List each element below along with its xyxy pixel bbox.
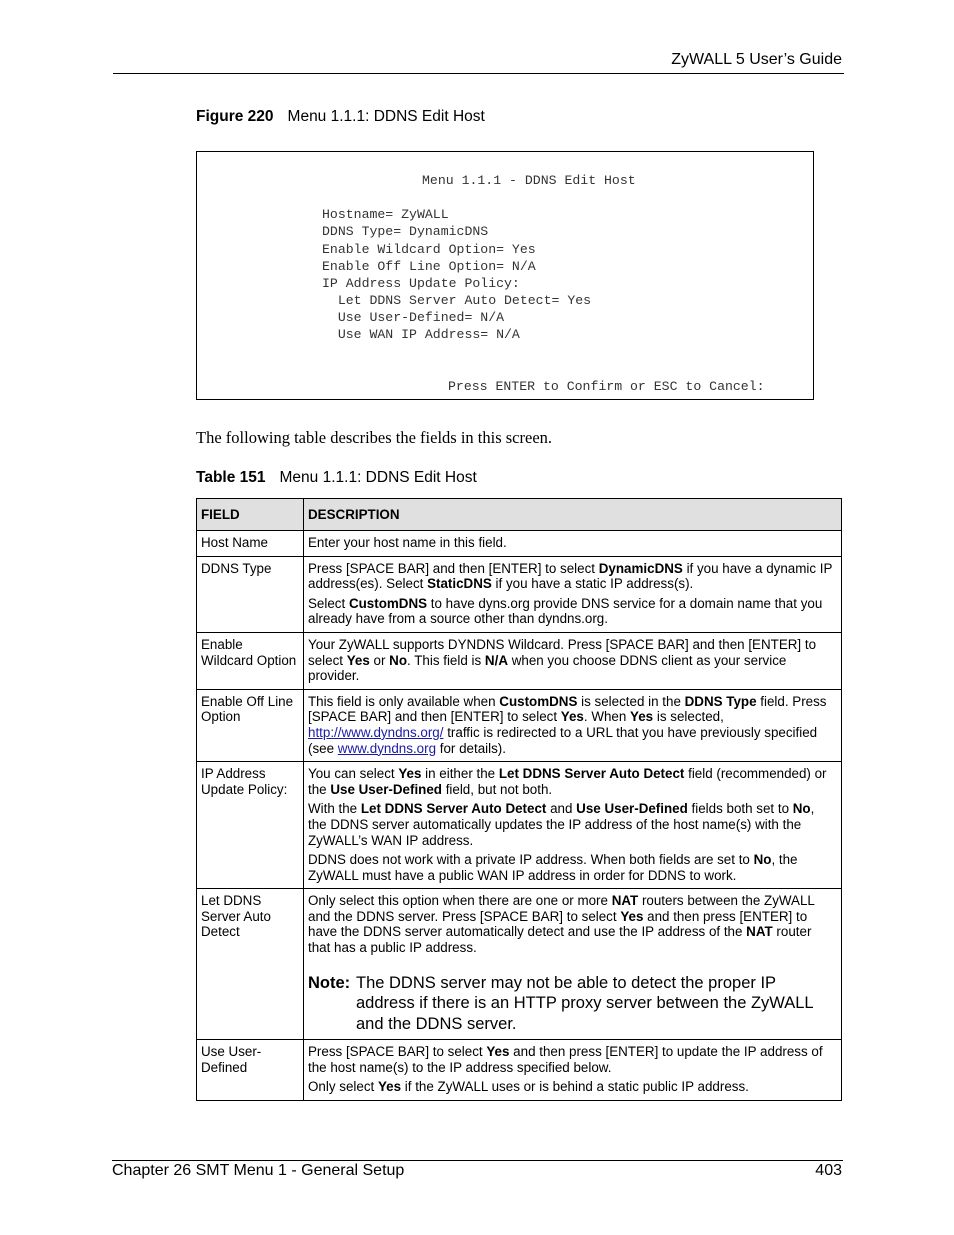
field-description-table	[196, 498, 842, 1101]
table-row	[197, 556, 842, 632]
table-label: Table 151	[196, 469, 266, 486]
bold-term: Yes	[630, 709, 654, 725]
table-header-row	[197, 499, 842, 531]
table-row	[197, 632, 842, 689]
field-name: DDNS Type	[201, 560, 272, 576]
note-block	[308, 973, 836, 1035]
bold-term: No	[792, 801, 811, 817]
header-description: DESCRIPTION	[304, 499, 842, 531]
bold-term: NAT	[746, 924, 773, 940]
screen-line: Let DDNS Server Auto Detect= Yes	[322, 293, 592, 308]
field-description: Enter your host name in this field.	[308, 535, 507, 550]
table-row	[197, 889, 842, 1040]
field-description: Press [SPACE BAR] and then [ENTER] to select DynamicDNS if you have a dynamic IP address(es). Select StaticDNS if you have a static IP address(s).	[308, 560, 833, 592]
screen-line: Use WAN IP Address= N/A	[322, 327, 520, 342]
screen-line: Hostname= ZyWALL	[322, 207, 449, 222]
table-row	[197, 531, 842, 557]
bold-term: DynamicDNS	[598, 560, 683, 576]
table-caption	[196, 469, 477, 487]
footer-rule	[112, 1160, 843, 1161]
table-row	[197, 689, 842, 761]
url-link[interactable]: http://www.dyndns.org/	[308, 724, 444, 740]
screen-line: Enable Off Line Option= N/A	[322, 259, 536, 274]
field-name: Use User-Defined	[201, 1044, 262, 1075]
figure-caption	[196, 108, 485, 126]
field-name: Enable Wildcard Option	[201, 636, 297, 668]
bold-term: Use User-Defined	[576, 801, 688, 817]
bold-term: Yes	[377, 1079, 402, 1095]
smt-screen	[196, 151, 814, 400]
bold-term: Let DDNS Server Auto Detect	[360, 801, 547, 817]
field-name: Enable Off Line Option	[201, 693, 294, 725]
table-row	[197, 1040, 842, 1101]
url-link[interactable]: www.dyndns.org	[337, 740, 437, 756]
table-row	[197, 762, 842, 889]
screen-line: DDNS Type= DynamicDNS	[322, 224, 489, 239]
field-description: Select CustomDNS to have dyns.org provide DNS service for a domain name that you already have from a source other than dyndns.org.	[308, 595, 823, 627]
table-title: Menu 1.1.1: DDNS Edit Host	[279, 469, 477, 486]
bold-term: CustomDNS	[499, 693, 578, 709]
field-description: Only select this option when there are one or more NAT routers between the ZyWALL and the DDNS server. Press [SPACE BAR] to select Yes and then press [ENTER] to have the DDNS server automatically detect and use the IP address of the NAT router that has a public IP address.	[308, 893, 815, 956]
screen-line: Use User-Defined= N/A	[322, 310, 505, 325]
bold-term: N/A	[484, 652, 508, 668]
bold-term: CustomDNS	[348, 595, 428, 611]
bold-term: Let DDNS Server Auto Detect	[498, 766, 685, 782]
bold-term: Yes	[346, 652, 370, 668]
field-name: IP Address Update Policy:	[201, 766, 288, 797]
intro-text: The following table describes the fields in this screen.	[196, 428, 553, 447]
screen-menu-title: Menu 1.1.1 - DDNS Edit Host	[422, 173, 636, 188]
screen-prompt: Press ENTER to Confirm or ESC to Cancel:	[448, 379, 765, 394]
header-field: FIELD	[197, 499, 304, 531]
chapter-title: Chapter 26 SMT Menu 1 - General Setup	[112, 1162, 405, 1179]
bold-term: Yes	[620, 908, 644, 924]
bold-term: Yes	[560, 709, 584, 725]
screen-line: IP Address Update Policy:	[322, 276, 520, 291]
bold-term: No	[753, 852, 772, 868]
figure-title: Menu 1.1.1: DDNS Edit Host	[287, 108, 485, 125]
bold-term: Use User-Defined	[330, 781, 442, 797]
field-description: You can select Yes in either the Let DDNS Server Auto Detect field (recommended) or the Use User-Defined field, but not both.	[308, 766, 827, 797]
page-number: 403	[815, 1162, 842, 1179]
bold-term: Yes	[486, 1044, 510, 1060]
field-description: Your ZyWALL supports DYNDNS Wildcard. Press [SPACE BAR] and then [ENTER] to select Yes or No. This field is N/A when you choose DDNS client as your service provider.	[308, 636, 817, 684]
screen-line: Enable Wildcard Option= Yes	[322, 242, 536, 257]
field-description: DDNS does not work with a private IP address. When both fields are set to No, the ZyWALL must have a public WAN IP address in order for DDNS to work.	[308, 852, 798, 883]
bold-term: StaticDNS	[427, 576, 492, 592]
figure-label: Figure 220	[196, 108, 274, 125]
note-label: Note:	[308, 973, 351, 992]
guide-title: ZyWALL 5 User’s Guide	[671, 51, 842, 68]
field-description: Only select Yes if the ZyWALL uses or is behind a static public IP address.	[308, 1079, 749, 1095]
field-name: Host Name	[201, 535, 268, 550]
header-rule	[113, 73, 844, 74]
field-name: Let DDNS Server Auto Detect	[201, 893, 271, 940]
bold-term: DDNS Type	[684, 693, 757, 709]
field-description: This field is only available when CustomDNS is selected in the DDNS Type field. Press [SPACE BAR] and then [ENTER] to select Yes. When Yes is selected, http://www.dyndns.org/ traffic is redirected to a URL that you have previously specified (see www.dyndns.org for details).	[308, 693, 827, 756]
field-description: With the Let DDNS Server Auto Detect and Use User-Defined fields both set to No, the DDNS server automatically updates the IP address of the host name(s) with the ZyWALL’s WAN IP address.	[308, 801, 815, 848]
bold-term: No	[389, 652, 408, 668]
bold-term: Yes	[398, 766, 422, 782]
note-text: The DDNS server may not be able to detect the proper IP address if there is an HTTP proxy server between the ZyWALL and the DDNS server.	[356, 973, 813, 1033]
field-description: Press [SPACE BAR] to select Yes and then press [ENTER] to update the IP address of the host name(s) to the IP address specified below.	[308, 1044, 823, 1075]
bold-term: NAT	[611, 893, 639, 909]
